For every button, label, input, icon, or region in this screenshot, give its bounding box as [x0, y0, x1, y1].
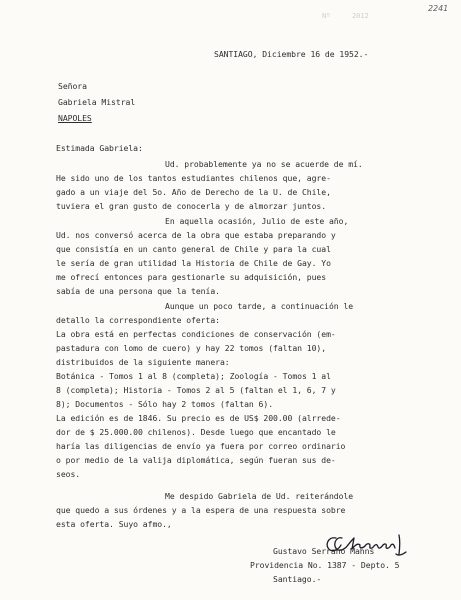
body-line: detallo la correspondiente oferta:: [56, 315, 220, 325]
body-line: le sería de gran utilidad la Historia de Chile de Gay. Yo: [56, 258, 331, 268]
body-line: me ofrecí entonces para gestionarle su adquisición, pues: [56, 272, 327, 282]
body-line: tuviera el gran gusto de conocerla y de almorzar juntos.: [56, 201, 327, 211]
body-line: gado a un viaje del 5o. Año de Derecho de la U. de Chile,: [56, 187, 331, 197]
body-line: seos.: [56, 469, 81, 479]
body-line: 8 (completa); Historia - Tomos 2 al 5 (faltan el 1, 6, 7 y: [56, 385, 336, 395]
recipient-salutation: Señora: [58, 81, 87, 91]
date-line: SANTIAGO, Diciembre 16 de 1952.-: [214, 49, 369, 59]
body-line: 8); Documentos - Sólo hay 2 tomos (faltan 6).: [56, 399, 274, 409]
body-line: Ud. nos conversó acerca de la obra que estaba preparando y: [56, 230, 336, 240]
body-line: Aunque un poco tarde, a continuación le: [165, 301, 354, 311]
body-line: que quedo a sus órdenes y a la espera de una respuesta sobre: [56, 505, 346, 515]
greeting: Estimada Gabriela:: [56, 143, 143, 153]
sender-name: Gustavo Serrano Mahns: [273, 546, 375, 556]
body-line: pastadura con lomo de cuero) y hay 22 tomos (faltan 10),: [56, 343, 327, 353]
recipient-name: Gabriela Mistral: [58, 97, 136, 107]
body-line: La obra está en perfectas condiciones de conservación (em-: [56, 329, 336, 339]
faint-mark: 2012: [352, 12, 369, 20]
body-line: esta oferta. Suyo afmo.,: [56, 519, 172, 529]
recipient-city: NAPOLES: [58, 113, 92, 123]
body-line: dor de $ 25.000.00 chilenos). Desde luego que encantado le: [56, 427, 336, 437]
sender-address: Providencia No. 1387 - Depto. 5: [250, 560, 400, 570]
body-line: Me despido Gabriela de Ud. reiterándole: [165, 491, 354, 501]
archive-number: 2241: [428, 4, 449, 13]
body-line: distribuidos de la siguiente manera:: [56, 357, 230, 367]
body-line: He sido uno de los tantos estudiantes chilenos que, agre-: [56, 173, 331, 183]
body-line: Ud. probablemente ya no se acuerde de mí.: [165, 159, 363, 169]
body-line: haría las diligencias de envío ya fuera por correo ordinario: [56, 441, 346, 451]
sender-city: Santiago.-: [273, 574, 322, 584]
body-line: La edición es de 1846. Su precio es de US$ 200.00 (alrrede-: [56, 413, 341, 423]
body-line: o por medio de la valija diplomática, según fueran sus de-: [56, 455, 336, 465]
body-line: sabía de una persona que la tenía.: [56, 286, 220, 296]
faint-mark: Nº: [322, 12, 331, 20]
body-line: Botánica - Tomos 1 al 8 (completa); Zoología - Tomos 1 al: [56, 371, 331, 381]
body-line: que consistía en un canto general de Chile y para la cual: [56, 244, 331, 254]
body-line: En aquella ocasión, Julio de este año,: [165, 216, 349, 226]
